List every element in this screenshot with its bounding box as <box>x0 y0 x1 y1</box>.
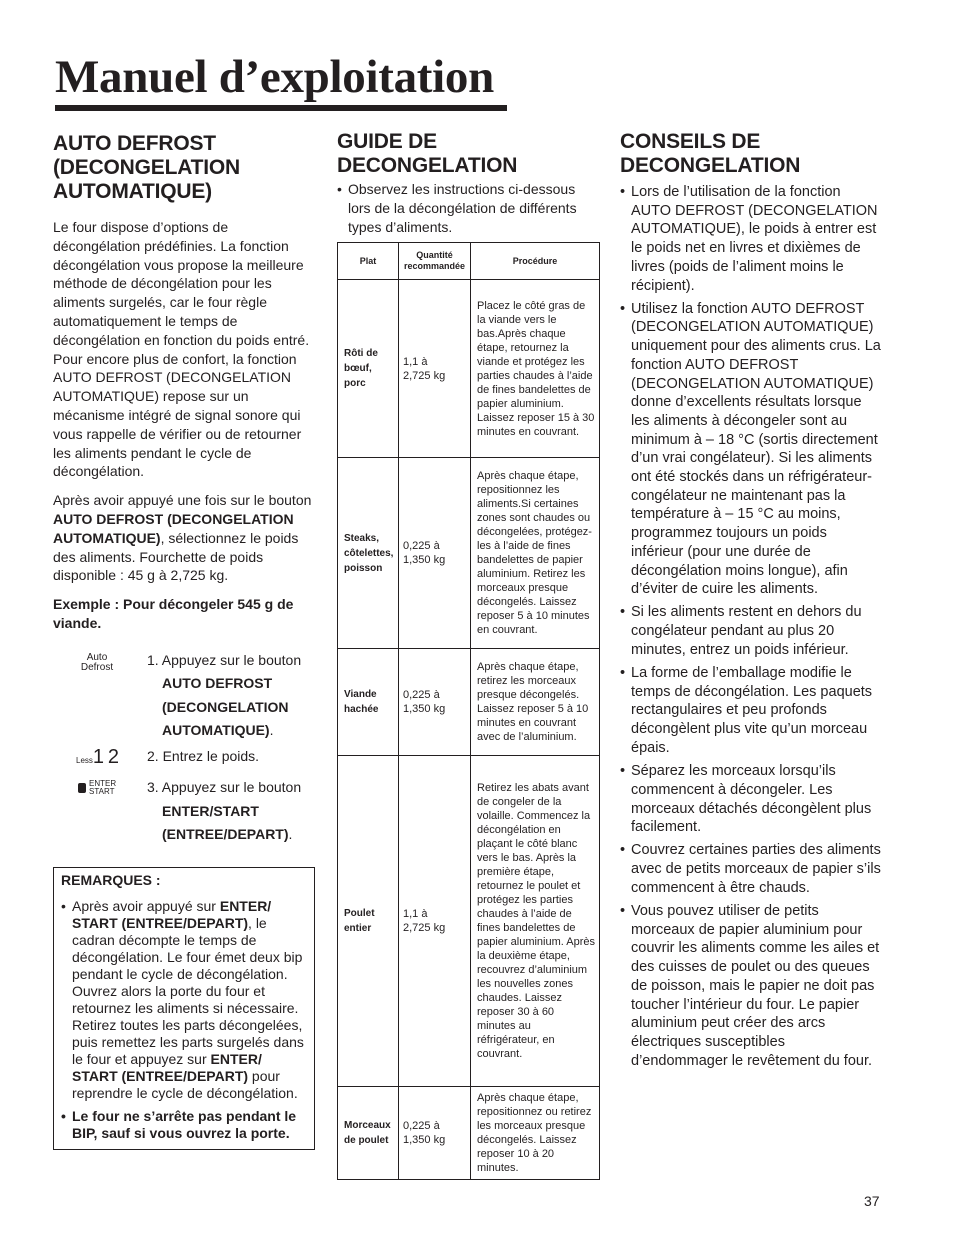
col-header-line: recommandée <box>403 261 466 272</box>
qty-line: 0,225 à <box>403 689 440 702</box>
step-3 <box>53 776 315 847</box>
table-row <box>338 280 600 458</box>
auto-defrost-heading-line: AUTOMATIQUE) <box>53 180 212 203</box>
plat-line: Steaks, <box>344 532 380 544</box>
remarks-item: • Le four ne s’arrête pas pendant le BIP, sauf si vous ouvrez la porte. <box>61 1108 306 1142</box>
plat-line: hachée <box>344 704 379 716</box>
title-rule <box>55 105 507 111</box>
qty-line: 2,725 kg <box>403 922 446 935</box>
conseil-item: • Lors de l’utilisation de la fonction AUTO DEFROST (DECONGELATION AUTOMATIQUE), le poids à entrer est le poids net en livres et dixièmes de livres (poids de l’aliment moins le récipient). <box>620 183 882 295</box>
auto-defrost-heading-line: AUTO DEFROST <box>53 132 216 155</box>
conseil-item: • Couvrez certaines parties des aliments avec de petits morceaux de papier s’ils commencent à être chauds. <box>620 841 882 897</box>
number-key-label: 1 <box>92 745 105 768</box>
plat-line: Morceaux <box>344 1120 391 1132</box>
guide-heading-line: GUIDE DE <box>337 130 437 153</box>
enter-key-label: ENTER <box>89 779 117 789</box>
cell-plat <box>338 756 399 1087</box>
qty-line: 1,1 à <box>403 355 428 368</box>
conseil-item: • Si les aliments restent en dehors du congélateur pendant au plus 20 minutes, entrez un poids inférieur. <box>620 603 882 659</box>
auto-defrost-range <box>53 491 315 585</box>
table-row <box>338 458 600 649</box>
conseils-heading-line: CONSEILS DE <box>620 130 761 153</box>
table-row <box>338 649 600 756</box>
qty-line: 2,725 kg <box>403 369 446 382</box>
table-row <box>338 756 600 1087</box>
col-header-procedure: Procédure <box>471 243 600 280</box>
auto-defrost-heading <box>53 132 315 204</box>
cell-plat <box>338 1087 399 1180</box>
cell-plat <box>338 280 399 458</box>
auto-defrost-key-label: Defrost <box>80 661 114 673</box>
remarks-text: , le cadran décompte le temps de décongélation. Le four émet deux bip pendant le cycle de décongélation. Ouvrez alors la porte du four et retournez les aliments si nécessaire. Retirez toutes les parts décongelées, puis remettez les parts surgelés dans le four et appuyez sur <box>72 914 304 1067</box>
auto-defrost-section <box>53 130 315 1150</box>
qty-line: 1,350 kg <box>403 554 446 567</box>
page-number: 37 <box>864 1193 880 1209</box>
remarks-box <box>53 867 315 1150</box>
enter-start-key-icon <box>53 776 145 796</box>
cell-plat <box>338 458 399 649</box>
col-header-quantite <box>399 243 471 280</box>
table-row <box>338 1087 600 1180</box>
guide-section <box>337 130 599 1180</box>
auto-defrost-key-label: Auto <box>86 651 108 663</box>
lock-icon <box>78 783 86 793</box>
cell-quantite <box>399 458 471 649</box>
col-header-plat: Plat <box>338 243 399 280</box>
cell-plat <box>338 649 399 756</box>
col-header-line: Quantité <box>416 250 453 261</box>
step-bold-line: ENTER/START <box>162 802 259 819</box>
step-bold-line: AUTOMATIQUE) <box>162 722 270 739</box>
remarks-bold: ENTER/ START (ENTREE/DEPART) <box>72 897 272 931</box>
cell-procedure: Après chaque étape, retirez les morceaux presque décongelés. Laissez reposer 5 à 10 minutes en couvrant avec de l’aluminium. <box>471 649 600 756</box>
range-bold: AUTO DEFROST (DECONGELATION AUTOMATIQUE) <box>53 510 294 546</box>
guide-intro: • Observez les instructions ci-dessous lors de la décongélation de différents types d’aliments. <box>337 180 599 236</box>
table-header-row <box>338 243 600 280</box>
step-2 <box>53 745 315 773</box>
auto-defrost-key-icon <box>53 649 145 673</box>
step-1 <box>53 649 315 743</box>
remarks-bold: ENTER/ START (ENTREE/DEPART) <box>72 1050 262 1084</box>
plat-line: entier <box>344 923 372 935</box>
step-text: 3. Appuyez sur le bouton <box>147 779 302 796</box>
plat-line: bœuf, <box>344 363 372 375</box>
plat-line: poisson <box>344 562 383 574</box>
plat-line: Viande <box>344 689 377 701</box>
plat-line: porc <box>344 378 366 390</box>
plat-line: de poulet <box>344 1135 389 1147</box>
conseil-item: • Utilisez la fonction AUTO DEFROST (DECONGELATION AUTOMATIQUE) uniquement pour des aliments crus. La fonction AUTO DEFROST (DECONGELATION AUTOMATIQUE) donne d’excellents résultats lorsque les aliments à décongeler sont au minimum à – 18 °C (sortis directement d’un vrai congélateur). Si les aliments ont été stockés dans un réfrigérateur-congélateur ne maintenant pas la température à – 15 °C au moins, programmez toujours un poids inférieur (pour une durée de décongélation moins longue), afin d’éviter de cuire les aliments. <box>620 300 882 599</box>
start-key-label: START <box>89 787 115 797</box>
guide-heading-line: DECONGELATION <box>337 154 518 177</box>
step-bold-line: (ENTREE/DEPART) <box>162 826 289 843</box>
range-text: Après avoir appuyé une fois sur le bouton <box>53 492 312 509</box>
cell-quantite <box>399 649 471 756</box>
auto-defrost-intro: Le four dispose d’options de décongélation prédéfinies. La fonction décongélation vous propose la meilleure méthode de décongélation pour les aliments surgelés, car le four règle automatiquement le temps de décongélation en fonction du poids entré. Pour encore plus de confort, la fonction AUTO DEFROST (DECONGELATION AUTOMATIQUE) repose sur un mécanisme intégré de signal sonore qui vous rappelle de vérifier ou de retourner les aliments pendant le cycle de décongélation. <box>53 219 310 480</box>
number-key-label: 2 <box>107 745 120 768</box>
conseils-heading-line: DECONGELATION <box>620 154 801 177</box>
plat-line: côtelettes, <box>344 547 394 559</box>
remarks-text: pour reprendre le cycle de décongélation. <box>72 1067 298 1101</box>
less-key-label: Less <box>76 755 93 765</box>
cell-procedure: Après chaque étape, repositionnez ou retirez les morceaux presque décongelés. Laissez reposer 10 à 20 minutes. <box>471 1087 600 1180</box>
page-title: Manuel d’exploitation <box>55 51 494 103</box>
defrost-guide-table <box>337 242 600 1180</box>
qty-line: 1,1 à <box>403 908 428 921</box>
guide-heading <box>337 130 599 178</box>
conseil-item: • Vous pouvez utiliser de petits morceaux de papier aluminium pour couvrir les aliments comme les ailes et des cuisses de poulet ou des queues de poisson, mais le papier ne doit pas toucher l’intérieur du four. Le papier aluminium peut créer des arcs électriques susceptibles d’endommager le revêtement du four. <box>620 902 882 1070</box>
step-bold-line: AUTO DEFROST <box>162 675 273 692</box>
qty-line: 1,350 kg <box>403 1134 446 1147</box>
conseils-section <box>620 130 882 1075</box>
qty-line: 1,350 kg <box>403 703 446 716</box>
cell-quantite <box>399 1087 471 1180</box>
range-text: , sélectionnez le poids des aliments. Fourchette de poids disponible : 45 g à 2,725 kg. <box>53 529 299 584</box>
step-suffix: . <box>288 826 293 843</box>
step-bold-line: (DECONGELATION <box>162 698 289 715</box>
cell-procedure: Après chaque étape, repositionnez les aliments.Si certaines zones sont chaudes ou décongelées, protégez-les à l’aide de fines bandelettes de papier aluminium. Retirez les morceaux presque décongelés. Laissez reposer 5 à 10 minutes en couvrant. <box>471 458 600 649</box>
cell-quantite <box>399 756 471 1087</box>
cell-quantite <box>399 280 471 458</box>
auto-defrost-heading-line: (DECONGELATION <box>53 156 240 179</box>
step-suffix: . <box>269 722 274 739</box>
step-text: 1. Appuyez sur le bouton <box>147 651 302 668</box>
conseil-item: • Séparez les morceaux lorsqu’ils commencent à décongeler. Les morceaux détachés décongèlent plus facilement. <box>620 762 882 837</box>
conseil-item: • La forme de l’emballage modifie le temps de décongélation. Les paquets rectangulaires et peu profonds décongèlent plus vite qu’un morceau épais. <box>620 664 882 758</box>
remarks-item <box>61 898 306 1102</box>
plat-line: Rôti de <box>344 348 378 360</box>
remarks-text: Après avoir appuyé sur <box>72 897 220 914</box>
conseils-heading <box>620 130 882 178</box>
example-text: Exemple : Pour décongeler 545 g de viande. <box>53 596 294 631</box>
qty-line: 0,225 à <box>403 540 440 553</box>
cell-procedure: Placez le côté gras de la viande vers le bas.Après chaque étape, retournez la viande et protégez les parties chaudes à l’aide de fines bandelettes de papier aluminium. Laissez reposer 15 à 30 minutes en couvrant. <box>471 280 600 458</box>
qty-line: 0,225 à <box>403 1120 440 1133</box>
plat-line: Poulet <box>344 908 375 920</box>
remarks-heading: REMARQUES : <box>61 871 161 888</box>
step-text: 2. Entrez le poids. <box>147 747 260 764</box>
number-keys-icon <box>53 745 145 773</box>
cell-procedure: Retirez les abats avant de congeler de la volaille. Commencez la décongélation en plaçant le côté blanc vers le bas. Après la première étape, retournez le poulet et protégez les parties chaudes à l’aide de fines bandelettes de papier aluminium. Après la deuxième étape, recouvrez d’aluminium les nouvelles zones chaudes. Laissez reposer 30 à 60 minutes au réfrigérateur, en couvrant. <box>471 756 600 1087</box>
